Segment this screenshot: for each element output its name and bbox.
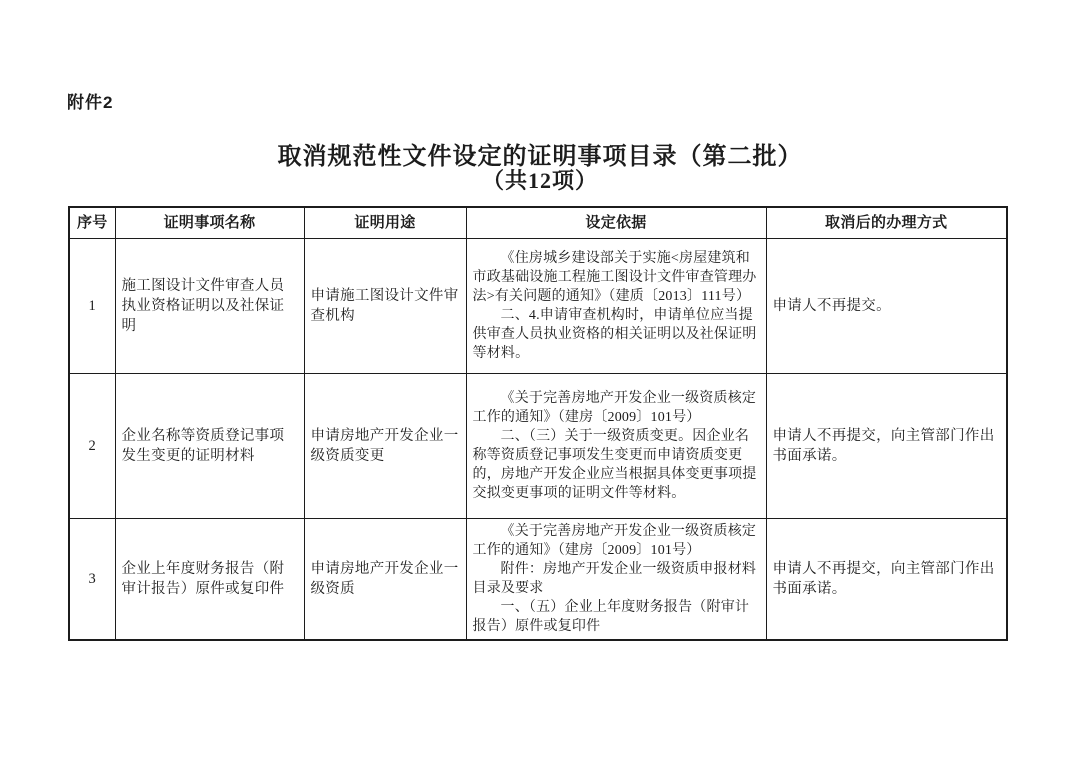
attachment-label: 附件2 (67, 93, 114, 112)
col-header-basis: 设定依据 (466, 207, 766, 239)
col-header-index: 序号 (69, 207, 115, 239)
cell-item-name: 施工图设计文件审查人员执业资格证明以及社保证明 (115, 239, 304, 374)
basis-paragraph: 《住房城乡建设部关于实施<房屋建筑和市政基础设施工程施工图设计文件审查管理办法>有关问题的通知》（建质〔2013〕111号） (472, 251, 757, 304)
cell-item-name: 企业名称等资质登记事项发生变更的证明材料 (115, 374, 304, 519)
basis-paragraph: 《关于完善房地产开发企业一级资质核定工作的通知》（建房〔2009〕101号） (472, 524, 757, 558)
cell-purpose: 申请房地产开发企业一级资质变更 (304, 374, 466, 519)
cell-basis (466, 374, 766, 519)
basis-paragraph: 《关于完善房地产开发企业一级资质核定工作的通知》（建房〔2009〕101号） (472, 391, 757, 425)
basis-paragraph: 二、（三）关于一级资质变更。因企业名称等资质登记事项发生变更而申请资质变更的，房地产开发企业应当根据具体变更事项提交拟变更事项的证明文件等材料。 (472, 429, 757, 501)
table-row (69, 239, 1007, 374)
cell-purpose: 申请施工图设计文件审查机构 (304, 239, 466, 374)
cell-method: 申请人不再提交，向主管部门作出书面承诺。 (766, 374, 1007, 519)
basis-paragraph: 附件：房地产开发企业一级资质申报材料目录及要求 (472, 562, 757, 596)
cell-method: 申请人不再提交。 (766, 239, 1007, 374)
basis-paragraph: 一、（五）企业上年度财务报告（附审计报告）原件或复印件 (472, 600, 750, 634)
basis-paragraph: 二、4.申请审查机构时，申请单位应当提供审查人员执业资格的相关证明以及社保证明等材料。 (472, 308, 757, 361)
cell-purpose: 申请房地产开发企业一级资质 (304, 519, 466, 641)
table-row (69, 519, 1007, 641)
col-header-item-name: 证明事项名称 (115, 207, 304, 239)
cell-basis (466, 239, 766, 374)
page-subtitle: （共12项） (481, 168, 598, 193)
col-header-method: 取消后的办理方式 (766, 207, 1007, 239)
cell-index: 2 (69, 374, 115, 519)
table-row (69, 374, 1007, 519)
cell-item-name: 企业上年度财务报告（附审计报告）原件或复印件 (115, 519, 304, 641)
col-header-purpose: 证明用途 (304, 207, 466, 239)
cell-index: 1 (69, 239, 115, 374)
cell-index: 3 (69, 519, 115, 641)
cell-basis (466, 519, 766, 641)
table-header-row (69, 207, 1007, 239)
catalog-table (68, 206, 1008, 641)
cell-method: 申请人不再提交，向主管部门作出书面承诺。 (766, 519, 1007, 641)
page-title: 取消规范性文件设定的证明事项目录（第二批） (277, 144, 803, 170)
